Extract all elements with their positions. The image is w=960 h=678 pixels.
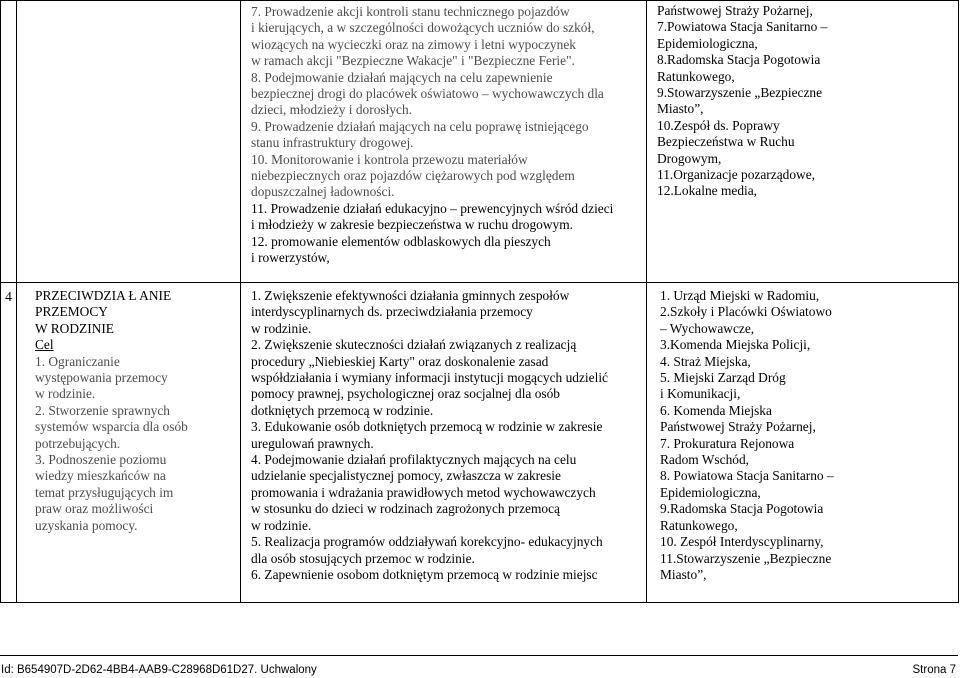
- partner-line: Ratunkowego,: [657, 68, 735, 84]
- action-line: promowania i wdrażania prawidłowych metod wychowawczych: [251, 484, 596, 500]
- action-line: dotkniętych przemocą w rodzinie.: [251, 402, 434, 418]
- action-line: i kierujących, a w szczególności dowożących uczniów do szkół,: [251, 20, 595, 36]
- action-line: w ramach akcji "Bezpieczne Wakacje" i "Bezpieczne Ferie".: [251, 53, 575, 69]
- table-row: [1, 1, 959, 283]
- action-line: dzieci, młodzieży i dorosłych.: [251, 102, 413, 118]
- action-line: pomocy prawnej, psychologicznej oraz socjalnej dla osób: [251, 386, 561, 402]
- goal-line: 1. Ograniczanie: [35, 353, 120, 369]
- partner-line: 9.Radomska Stacja Pogotowia: [660, 501, 824, 517]
- action-line: udzielanie specjalistycznej pomocy, zwłaszcza w zakresie: [251, 468, 561, 484]
- partner-line: 2.Szkoły i Placówki Oświatowo: [660, 304, 832, 320]
- partner-line: Ratunkowego,: [660, 517, 738, 533]
- row-number-cell: [1, 1, 17, 283]
- action-line: 5. Realizacja programów oddziaływań korekcyjno- edukacyjnych: [251, 534, 603, 550]
- action-line: współdziałania i wymiany informacji instytucji mogących udzielić: [251, 370, 608, 386]
- table-row: [1, 283, 959, 603]
- action-line: 7. Prowadzenie akcji kontroli stanu technicznego pojazdów: [251, 4, 570, 19]
- goal-line: potrzebujących.: [35, 435, 121, 451]
- partner-line: – Wychowawcze,: [660, 320, 755, 336]
- action-line: w rodzinie.: [251, 517, 312, 533]
- partner-line: 10.Zespół ds. Poprawy: [657, 117, 780, 133]
- page-number: Strona 7: [912, 664, 956, 676]
- action-line: 9. Prowadzenie działań mających na celu poprawę istniejącego: [251, 118, 589, 134]
- partner-line: 3.Komenda Miejska Policji,: [660, 337, 811, 353]
- action-line: 10. Monitorowanie i kontrola przewozu materiałów: [251, 151, 528, 167]
- partner-line: i Komunikacji,: [660, 386, 741, 402]
- partners-cell: [647, 283, 959, 603]
- goal-heading-line: PRZEMOCY: [35, 304, 108, 320]
- goal-line: uzyskania pomocy.: [35, 517, 138, 533]
- action-line: 11. Prowadzenie działań edukacyjno – prewencyjnych wśród dzieci: [251, 200, 614, 216]
- partner-line: 1. Urząd Miejski w Radomiu,: [660, 288, 820, 303]
- partner-line: Bezpieczeństwa w Ruchu: [657, 134, 795, 150]
- action-line: 4. Podejmowanie działań profilaktycznych mających na celu: [251, 452, 577, 468]
- partner-line: 8.Radomska Stacja Pogotowia: [657, 52, 821, 68]
- action-line: w rodzinie.: [251, 320, 312, 336]
- partner-line: 4. Straż Miejska,: [660, 353, 751, 369]
- goal-line: temat przysługujących im: [35, 484, 174, 500]
- action-line: dla osób stosujących przemoc w rodzinie.: [251, 550, 475, 566]
- action-line: procedury „Niebieskiej Karty" oraz doskonalenie zasad: [251, 353, 549, 369]
- goal-heading-line: W RODZINIE: [35, 320, 114, 336]
- partner-line: 5. Miejski Zarząd Dróg: [660, 370, 786, 386]
- action-line: dopuszczalnej ładowności.: [251, 184, 395, 200]
- page-footer: [0, 655, 958, 678]
- action-line: bezpiecznej drogi do placówek oświatowo – wychowawczych dla: [251, 86, 604, 102]
- goal-line: 3. Podnoszenie poziomu: [35, 452, 167, 468]
- goal-cell: [17, 1, 241, 283]
- action-line: niebezpiecznych oraz pojazdów ciężarowych pod względem: [251, 168, 575, 184]
- partner-line: 7.Powiatowa Stacja Sanitarno –: [657, 19, 828, 35]
- goal-heading-line: PRZECIWDZIA Ł ANIE: [35, 288, 172, 303]
- goal-line: występowania przemocy: [35, 370, 168, 386]
- action-line: interdyscyplinarnych ds. przeciwdziałania przemocy: [251, 304, 533, 320]
- action-line: 12. promowanie elementów odblaskowych dla pieszych: [251, 233, 551, 249]
- partner-line: Państwowej Straży Pożarnej,: [657, 3, 813, 18]
- partner-line: 11.Organizacje pozarządowe,: [657, 167, 815, 183]
- partner-line: 6. Komenda Miejska: [660, 402, 772, 418]
- goal-line: systemów wsparcia dla osób: [35, 419, 188, 435]
- action-line: 6. Zapewnienie osobom dotkniętym przemocą w rodzinie miejsc: [251, 566, 598, 582]
- actions-cell: [241, 283, 647, 603]
- document-id: Id: B654907D-2D62-4BB4-AAB9-C28968D61D27. Uchwalony: [1, 664, 317, 676]
- partner-line: Drogowym,: [657, 150, 722, 166]
- partner-line: Miasto”,: [660, 566, 707, 582]
- actions-cell: [241, 1, 647, 283]
- goal-line: w rodzinie.: [35, 386, 96, 402]
- goal-line: praw oraz możliwości: [35, 501, 154, 517]
- partner-line: Epidemiologiczna,: [660, 484, 761, 500]
- partner-line: 11.Stowarzyszenie „Bezpieczne: [660, 550, 832, 566]
- partner-line: 9.Stowarzyszenie „Bezpieczne: [657, 85, 823, 101]
- goal-cel-label: Cel: [35, 337, 54, 353]
- action-line: w stosunku do dzieci w rodzinach zagrożonych przemocą: [251, 501, 560, 517]
- action-line: 2. Zwiększenie skuteczności działań związanych z realizacją: [251, 337, 577, 353]
- goal-line: 2. Stworzenie sprawnych: [35, 402, 170, 418]
- partners-cell: [647, 1, 959, 283]
- action-line: wiozących na wycieczki oraz na zimowy i letni wypoczynek: [251, 36, 576, 52]
- partner-line: 10. Zespół Interdyscyplinarny,: [660, 534, 824, 550]
- action-line: uregulowań prawnych.: [251, 435, 374, 451]
- action-line: 3. Edukowanie osób dotkniętych przemocą w rodzinie w zakresie: [251, 419, 603, 435]
- action-line: stanu infrastruktury drogowej.: [251, 135, 414, 151]
- goal-line: wiedzy mieszkańców na: [35, 468, 166, 484]
- partner-line: 8. Powiatowa Stacja Sanitarno –: [660, 468, 834, 484]
- partner-line: Epidemiologiczna,: [657, 35, 758, 51]
- action-line: i młodzieży w zakresie bezpieczeństwa w ruchu drogowym.: [251, 217, 573, 233]
- action-line: 1. Zwiększenie efektywności działania gminnych zespołów: [251, 288, 570, 303]
- partner-line: 12.Lokalne media,: [657, 183, 758, 199]
- partner-line: Miasto”,: [657, 101, 704, 117]
- action-line: 8. Podejmowanie działań mających na celu zapewnienie: [251, 69, 553, 85]
- row-number-cell: 4: [1, 283, 17, 603]
- partner-line: Państwowej Straży Pożarnej,: [660, 419, 816, 435]
- partner-line: 7. Prokuratura Rejonowa: [660, 435, 795, 451]
- goal-cell: [17, 283, 241, 603]
- partner-line: Radom Wschód,: [660, 452, 750, 468]
- action-line: i rowerzystów,: [251, 250, 330, 266]
